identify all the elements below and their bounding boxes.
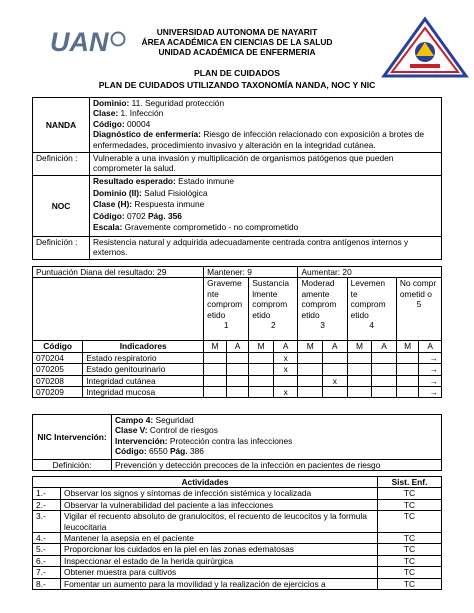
institution-unit: UNIDAD ACADÉMICA DE ENFERMERIA	[158, 47, 316, 57]
activity-sist: TC	[378, 544, 442, 555]
noc-definition-row	[33, 237, 442, 260]
nic-definition-row	[33, 460, 442, 471]
activity-sist: TC	[378, 555, 442, 566]
diana-mantener: Mantener: 9	[204, 267, 298, 278]
indicator-name: Estado genitourinario	[83, 364, 204, 375]
scale-2: Sustancia lmente comprom etido 2	[249, 278, 298, 341]
mark-cell	[323, 387, 348, 398]
mark-cell: x	[323, 375, 348, 386]
scale-3: Moderad amente comprom etido 3	[298, 278, 347, 341]
diana-puntuacion: Puntuación Diana del resultado: 29	[33, 267, 204, 278]
mark-cell	[298, 387, 323, 398]
header-a4: A	[372, 341, 397, 352]
mark-cell	[249, 375, 274, 386]
noc-definition-label: Definición :	[33, 237, 90, 260]
header-codigo: Código	[33, 341, 83, 352]
indicator-code: 070209	[33, 387, 83, 398]
activity-row	[33, 533, 442, 544]
mark-cell	[323, 352, 348, 363]
trend-arrow-icon: →	[419, 352, 442, 363]
activity-row	[33, 578, 442, 589]
nic-campo: Campo 4: Seguridad	[115, 415, 194, 425]
header-indicadores: Indicadores	[83, 341, 204, 352]
mark-cell	[298, 352, 323, 363]
noc-row	[33, 176, 442, 237]
plan-title: PLAN DE CUIDADOS	[194, 68, 280, 78]
header-a2: A	[273, 341, 298, 352]
mark-cell	[249, 387, 274, 398]
indicator-code: 070208	[33, 375, 83, 386]
mark-cell	[249, 352, 274, 363]
nic-definition-label: Definición:	[33, 460, 112, 471]
mark-cell	[249, 364, 274, 375]
nic-intervencion: Intervención: Protección contra las infecciones	[115, 435, 293, 446]
mark-cell	[226, 387, 249, 398]
mark-cell	[347, 387, 372, 398]
indicator-row	[33, 364, 442, 375]
nanda-diagnostico: Diagnóstico de enfermería: Riesgo de infección relacionado con exposición a brotes de enfermedades, procedimiento invasivo y alteración en la integridad cutánea.	[93, 129, 424, 150]
scale-4: Levemen te comprom etido 4	[347, 278, 396, 341]
activity-sist: TC	[378, 567, 442, 578]
activity-text: Observar los signos y síntomas de infección sistémica y localizada	[61, 488, 378, 499]
noc-content	[90, 176, 442, 237]
scale-blank	[33, 278, 204, 341]
scale-row	[33, 278, 442, 341]
activity-sist: TC	[378, 488, 442, 499]
mark-cell	[323, 364, 348, 375]
nic-clase: Clase V: Control de riesgos	[115, 425, 218, 436]
mark-cell	[372, 364, 397, 375]
nanda-definition-text: Vulnerable a una invasión y multiplicación de organismos patógenos que pueden comprometer la salud.	[90, 153, 442, 176]
activities-header-row	[33, 477, 442, 488]
mark-cell	[204, 364, 227, 375]
document-header	[0, 0, 474, 100]
header-m4: M	[347, 341, 372, 352]
activity-number: 7.-	[33, 567, 61, 578]
mark-cell: x	[273, 352, 298, 363]
activity-sist: TC	[378, 533, 442, 544]
indicator-row	[33, 352, 442, 363]
header-m2: M	[249, 341, 274, 352]
nanda-label: NANDA	[33, 98, 90, 153]
indicator-name: Integridad cutánea	[83, 375, 204, 386]
nanda-definition-row	[33, 153, 442, 176]
noc-codigo: Código: 0702 Pág. 356	[93, 210, 182, 221]
activity-text: Observar la vulnerabilidad del paciente a las infecciones	[61, 499, 378, 510]
activity-row	[33, 544, 442, 555]
nanda-noc-table	[32, 97, 442, 260]
institution-name: UNIVERSIDAD AUTONOMA DE NAYARIT	[156, 27, 318, 37]
noc-resultado: Resultado esperado: Estado inmune	[93, 176, 235, 186]
indicators-header-row	[33, 341, 442, 352]
svg-text:UAN: UAN	[50, 27, 109, 57]
nanda-clase: Clase: 1. Infección	[93, 108, 164, 119]
header-m1: M	[204, 341, 227, 352]
activity-row	[33, 488, 442, 499]
mark-cell	[372, 387, 397, 398]
indicator-code: 070204	[33, 352, 83, 363]
activity-sist: TC	[378, 511, 442, 533]
mark-cell	[298, 364, 323, 375]
scale-5: No compr ometid o 5	[396, 278, 441, 341]
header-actividades: Actividades	[33, 477, 378, 488]
activity-text: Fomentar un aumento para la movilidad y la realización de ejercicios a	[61, 578, 378, 589]
plan-subtitle: PLAN DE CUIDADOS UTILIZANDO TAXONOMÍA NANDA, NOC Y NIC	[98, 80, 376, 90]
activity-number: 6.-	[33, 555, 61, 566]
nic-label: NIC Intervención:	[33, 415, 112, 460]
indicator-name: Estado respiratorio	[83, 352, 204, 363]
mark-cell	[226, 364, 249, 375]
indicators-table	[32, 266, 442, 398]
mark-cell: x	[273, 387, 298, 398]
noc-definition-text: Resistencia natural y adquirida adecuadamente centrada contra antígenos internos y externos.	[90, 237, 442, 260]
mark-cell	[347, 352, 372, 363]
nanda-codigo: Código: 00004	[93, 118, 151, 129]
header-sist-enf: Sist. Enf.	[378, 477, 442, 488]
nanda-definition-label: Definición :	[33, 153, 90, 176]
activity-row	[33, 555, 442, 566]
nanda-row	[33, 98, 442, 153]
activity-sist: TC	[378, 578, 442, 589]
noc-escala: Escala: Gravemente comprometido - no comprometido	[93, 222, 299, 233]
header-a5: A	[419, 341, 442, 352]
noc-clase: Clase (H): Respuesta inmune	[93, 199, 205, 210]
activity-number: 3.-	[33, 511, 61, 533]
noc-label: NOC	[33, 176, 90, 237]
header-m3: M	[298, 341, 323, 352]
activity-sist: TC	[378, 499, 442, 510]
mark-cell	[396, 375, 419, 386]
mark-cell	[226, 352, 249, 363]
mark-cell	[273, 375, 298, 386]
activity-text: Inspeccionar el estado de la herida quirúrgica	[61, 555, 378, 566]
nic-codigo: Código: 6550 Pág. 386	[115, 446, 204, 457]
scale-1: Graveme nte comprom etido 1	[204, 278, 249, 341]
nic-table	[32, 414, 442, 471]
activity-text: Obtener muestra para cultivos	[61, 567, 378, 578]
header-m5: M	[396, 341, 419, 352]
nanda-content	[90, 98, 442, 153]
mark-cell	[347, 375, 372, 386]
mark-cell	[204, 387, 227, 398]
nic-row	[33, 415, 442, 460]
trend-arrow-icon: →	[419, 387, 442, 398]
activity-number: 1.-	[33, 488, 61, 499]
mark-cell	[298, 375, 323, 386]
indicator-row	[33, 387, 442, 398]
activity-number: 8.-	[33, 578, 61, 589]
activity-number: 5.-	[33, 544, 61, 555]
mark-cell	[396, 352, 419, 363]
header-a3: A	[323, 341, 348, 352]
noc-dominio: Dominio (II): Salud Fisiológica	[93, 187, 208, 198]
indicator-code: 070205	[33, 364, 83, 375]
mark-cell: x	[273, 364, 298, 375]
nic-content	[112, 415, 442, 460]
activities-table	[32, 476, 442, 590]
mark-cell	[396, 387, 419, 398]
activity-number: 4.-	[33, 533, 61, 544]
trend-arrow-icon: →	[419, 375, 442, 386]
indicator-row	[33, 375, 442, 386]
activity-row	[33, 567, 442, 578]
mark-cell	[396, 364, 419, 375]
mark-cell	[204, 352, 227, 363]
mark-cell	[204, 375, 227, 386]
diana-aumentar: Aumentar: 20	[298, 267, 442, 278]
activity-text: Proporcionar los cuidados en la piel en las zonas edematosas	[61, 544, 378, 555]
activity-text: Vigilar el recuento absoluto de granulocitos, el recuento de leucocitos y la formula leucocitaria	[61, 511, 378, 533]
mark-cell	[372, 375, 397, 386]
activity-number: 2.-	[33, 499, 61, 510]
diana-row	[33, 267, 442, 278]
mark-cell	[226, 375, 249, 386]
activity-text: Mantener la asepsia en el paciente	[61, 533, 378, 544]
nic-definition-text: Prevención y detección precoces de la infección en pacientes de riesgo	[112, 460, 442, 471]
header-a1: A	[226, 341, 249, 352]
institution-area: ÁREA ACADÉMICA EN CIENCIAS DE LA SALUD	[141, 37, 333, 47]
activity-row	[33, 499, 442, 510]
activity-row	[33, 511, 442, 533]
mark-cell	[372, 352, 397, 363]
mark-cell	[347, 364, 372, 375]
nanda-dominio: Dominio: 11. Seguridad protección	[93, 98, 225, 108]
trend-arrow-icon: →	[419, 364, 442, 375]
indicator-name: Integridad mucosa	[83, 387, 204, 398]
